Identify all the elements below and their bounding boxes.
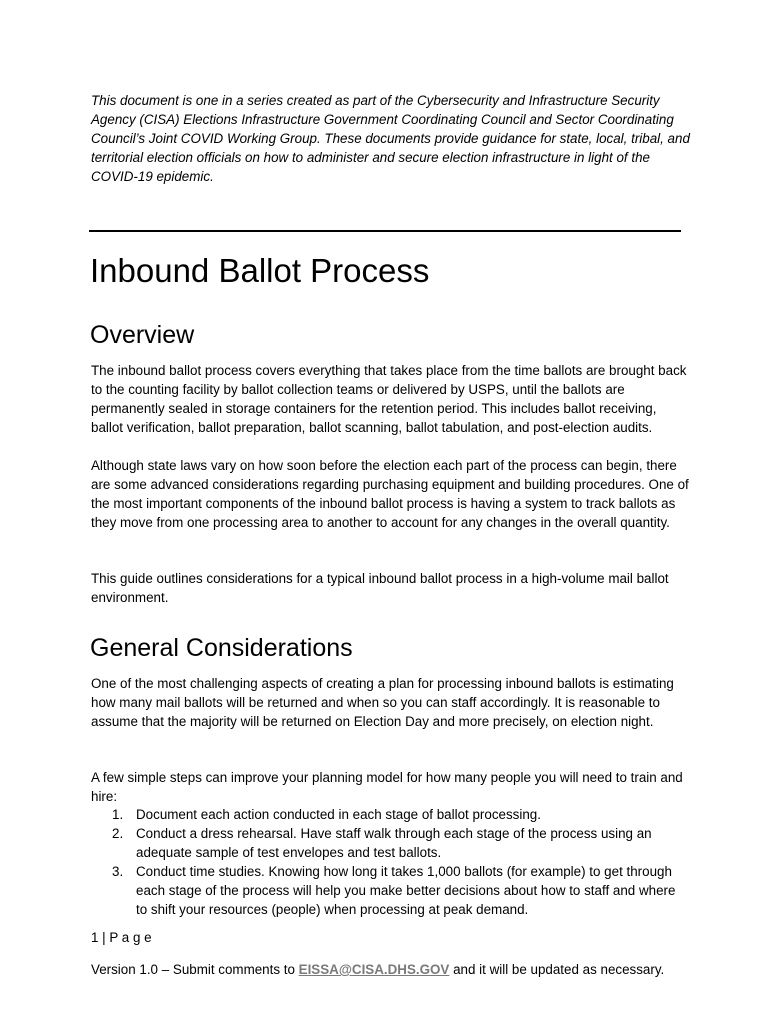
feedback-email-link[interactable]: EISSA@CISA.DHS.GOV xyxy=(298,962,450,977)
list-number: 1. xyxy=(112,807,124,822)
document-title: Inbound Ballot Process xyxy=(90,252,430,289)
list-item-text: Document each action conducted in each stage of ballot processing. xyxy=(136,807,541,822)
footer-text-before: Version 1.0 – Submit comments to xyxy=(91,962,299,977)
list-number: 2. xyxy=(112,826,124,841)
version-footer xyxy=(91,960,691,979)
list-item-text: Conduct a dress rehearsal. Have staff walk through each stage of the process using an adequate sample of test envelopes and test ballots. xyxy=(136,826,652,860)
general-paragraph-2: A few simple steps can improve your planning model for how many people you will need to train and hire: xyxy=(91,770,683,804)
overview-paragraph-1: The inbound ballot process covers everything that takes place from the time ballots are brought back to the counting facility by ballot collection teams or delivered by USPS, until the ballots are permanently sealed in storage containers for the retention period. This includes ballot receiving, ballot verification, ballot preparation, ballot scanning, ballot tabulation, and post-election audits. xyxy=(91,363,687,435)
overview-heading: Overview xyxy=(90,321,195,349)
list-item xyxy=(91,805,689,824)
general-paragraph-1: One of the most challenging aspects of creating a plan for processing inbound ballots is estimating how many mail ballots will be returned and when so you can staff accordingly. It is reasonable to assume that the majority will be returned on Election Day and more precisely, on election night. xyxy=(91,676,674,729)
planning-steps-list xyxy=(91,805,689,919)
overview-paragraph-2: Although state laws vary on how soon before the election each part of the process can begin, there are some advanced considerations regarding purchasing equipment and building procedures. One of the most important components of the inbound ballot process is having a system to track ballots as they move from one processing area to another to account for any changes in the overall quantity. xyxy=(91,458,689,530)
list-item xyxy=(91,862,689,919)
horizontal-rule xyxy=(89,230,681,232)
list-item xyxy=(91,824,689,862)
list-item-text: Conduct time studies. Knowing how long it takes 1,000 ballots (for example) to get through each stage of the process will help you make better decisions about how to staff and where to shift your resources (people) when processing at peak demand. xyxy=(136,864,676,917)
overview-paragraph-3: This guide outlines considerations for a typical inbound ballot process in a high-volume mail ballot environment. xyxy=(91,571,669,605)
page-number: 1 | P a g e xyxy=(91,930,152,945)
footer-text-after: and it will be updated as necessary. xyxy=(449,962,665,977)
intro-note: This document is one in a series created as part of the Cybersecurity and Infrastructure Security Agency (CISA) Elections Infrastructure Government Coordinating Council and Sector Coordinating Council’s Joint COVID Working Group. These documents provide guidance for state, local, tribal, and territorial election officials on how to administer and secure election infrastructure in light of the COVID-19 epidemic. xyxy=(91,93,690,184)
list-number: 3. xyxy=(112,864,124,879)
general-considerations-heading: General Considerations xyxy=(90,634,353,662)
